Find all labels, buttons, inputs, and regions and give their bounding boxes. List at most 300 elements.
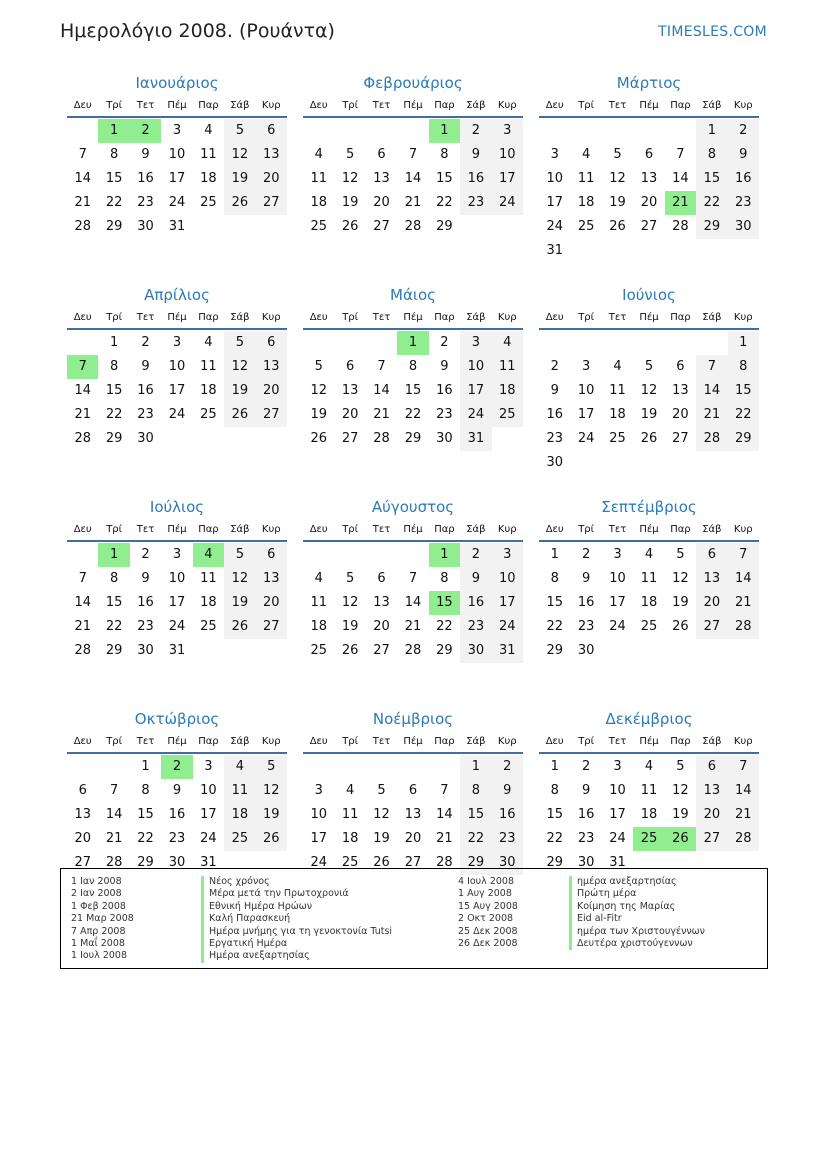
day-cell: 22 — [105, 619, 123, 634]
day-cell: 21 — [436, 831, 453, 846]
month-name: Ιούνιος — [622, 286, 676, 304]
month-name: Δεκέμβριος — [605, 710, 693, 728]
weekday-label: Σάβ — [230, 524, 250, 535]
weekday-label: Δευ — [309, 736, 328, 747]
day-cell: 2 — [460, 119, 491, 143]
weekday-header — [539, 306, 759, 330]
day-cell: 10 — [168, 571, 186, 586]
day-cell: 22 — [546, 831, 563, 846]
days-grid — [303, 331, 523, 451]
day-cell: 1 — [397, 331, 428, 355]
legend-date: 26 Δεκ 2008 — [458, 938, 518, 950]
weekday-label: Πέμ — [639, 100, 659, 111]
day-cell: 4 — [204, 335, 213, 350]
day-cell: 26 — [640, 431, 658, 446]
weekday-label: Τρί — [342, 100, 359, 111]
day-cell: 21 — [728, 803, 759, 827]
legend-date: 1 Μαΐ 2008 — [71, 938, 125, 950]
day-cell: 8 — [460, 779, 491, 803]
day-cell: 22 — [137, 831, 154, 846]
day-cell: 29 — [546, 643, 563, 658]
day-cell: 10 — [168, 147, 186, 162]
day-cell: 7 — [408, 147, 418, 162]
day-cell: 21 — [74, 195, 91, 210]
day-cell: 20 — [256, 167, 287, 191]
day-cell: 2 — [161, 755, 192, 779]
day-cell: 23 — [492, 827, 523, 851]
day-cell: 25 — [310, 643, 327, 658]
day-cell: 23 — [168, 831, 186, 846]
weekday-label: Τετ — [136, 736, 155, 747]
day-cell: 2 — [141, 547, 150, 562]
weekday-label: Δευ — [73, 100, 92, 111]
day-cell: 31 — [200, 855, 217, 870]
empty-cell — [67, 755, 98, 779]
day-cell: 16 — [137, 383, 154, 398]
day-cell: 7 — [377, 359, 386, 374]
weekday-label: Κυρ — [261, 524, 281, 535]
day-cell: 29 — [728, 427, 759, 451]
day-cell: 7 — [78, 571, 87, 586]
weekday-header — [539, 94, 759, 118]
day-cell: 10 — [310, 807, 327, 822]
day-cell: 16 — [492, 803, 523, 827]
day-cell: 11 — [200, 359, 217, 374]
day-cell: 12 — [672, 571, 689, 586]
legend-holiday-name: Εθνική Ημέρα Ηρώων — [201, 901, 392, 913]
legend-holiday-name: Καλή Παρασκευή — [201, 913, 392, 925]
weekday-label: Σάβ — [466, 736, 486, 747]
day-cell: 12 — [373, 807, 390, 822]
day-cell: 2 — [728, 119, 759, 143]
day-cell: 24 — [200, 831, 217, 846]
day-cell: 25 — [577, 219, 595, 234]
weekday-label: Πέμ — [167, 312, 187, 323]
legend-date: 15 Αυγ 2008 — [458, 900, 518, 912]
day-cell: 7 — [67, 355, 98, 379]
weekday-label: Κυρ — [497, 100, 517, 111]
day-cell: 29 — [105, 431, 123, 446]
day-cell: 9 — [141, 359, 150, 374]
day-cell: 7 — [676, 147, 685, 162]
legend-date: 2 Οκτ 2008 — [458, 913, 514, 925]
day-cell: 29 — [137, 855, 154, 870]
day-cell: 14 — [74, 383, 91, 398]
day-cell: 29 — [436, 219, 453, 234]
empty-cell — [539, 331, 570, 355]
day-cell: 26 — [256, 827, 287, 851]
weekday-label: Κυρ — [497, 736, 517, 747]
empty-cell — [665, 119, 696, 143]
day-cell: 17 — [168, 171, 186, 186]
day-cell: 13 — [404, 807, 422, 822]
day-cell: 16 — [460, 167, 491, 191]
day-cell: 14 — [404, 595, 422, 610]
day-cell: 1 — [98, 543, 129, 567]
day-cell: 6 — [78, 783, 87, 798]
weekday-label: Κυρ — [733, 524, 753, 535]
month-name: Αύγουστος — [371, 498, 455, 516]
month-name: Φεβρουάριος — [363, 74, 463, 92]
day-cell: 8 — [109, 147, 119, 162]
weekday-label: Παρ — [670, 100, 691, 111]
day-cell: 16 — [577, 595, 595, 610]
day-cell: 27 — [696, 615, 727, 639]
empty-cell — [366, 331, 397, 355]
legend-date: 1 Ιαν 2008 — [71, 876, 122, 887]
day-cell: 28 — [436, 855, 453, 870]
day-cell: 3 — [460, 331, 491, 355]
weekday-label: Παρ — [198, 100, 219, 111]
day-cell: 11 — [609, 383, 626, 398]
day-cell: 4 — [204, 123, 213, 138]
day-cell: 27 — [373, 643, 390, 658]
day-cell: 30 — [137, 219, 154, 234]
day-cell: 25 — [492, 403, 523, 427]
weekday-label: Κυρ — [261, 736, 281, 747]
weekday-label: Κυρ — [733, 100, 753, 111]
day-cell: 25 — [310, 219, 327, 234]
day-cell: 8 — [109, 571, 119, 586]
weekday-label: Τετ — [608, 524, 627, 535]
day-cell: 27 — [74, 855, 91, 870]
day-cell: 11 — [310, 171, 327, 186]
weekday-label: Τετ — [372, 312, 391, 323]
day-cell: 3 — [492, 119, 523, 143]
day-cell: 9 — [460, 143, 491, 167]
day-cell: 27 — [672, 431, 689, 446]
day-cell: 17 — [168, 383, 186, 398]
legend-holiday-name: Μέρα μετά την Πρωτοχρονιά — [201, 888, 392, 900]
weekday-label: Τρί — [106, 524, 123, 535]
day-cell: 25 — [609, 431, 626, 446]
day-cell: 25 — [200, 195, 217, 210]
empty-cell — [366, 755, 397, 779]
month-name: Απρίλιος — [144, 286, 210, 304]
empty-cell — [696, 331, 727, 355]
month-name: Ιούλιος — [149, 498, 205, 516]
day-cell: 26 — [609, 219, 626, 234]
day-cell: 10 — [168, 359, 186, 374]
day-cell: 7 — [728, 755, 759, 779]
day-cell: 8 — [109, 359, 119, 374]
day-cell: 3 — [613, 759, 622, 774]
weekday-label: Τρί — [106, 312, 123, 323]
day-cell: 13 — [373, 595, 390, 610]
day-cell: 5 — [345, 147, 355, 162]
day-cell: 29 — [696, 215, 727, 239]
weekday-label: Τετ — [372, 524, 391, 535]
day-cell: 12 — [640, 383, 658, 398]
day-cell: 16 — [577, 807, 595, 822]
day-cell: 8 — [728, 355, 759, 379]
empty-cell — [633, 331, 664, 355]
day-cell: 29 — [436, 643, 453, 658]
weekday-header — [539, 518, 759, 542]
day-cell: 21 — [105, 831, 123, 846]
day-cell: 30 — [492, 851, 523, 875]
legend-holiday-name: Ημέρα ανεξαρτησίας — [201, 950, 392, 962]
day-cell: 28 — [74, 643, 91, 658]
day-cell: 17 — [609, 807, 626, 822]
weekday-label: Κυρ — [497, 312, 517, 323]
legend-date: 1 Αυγ 2008 — [458, 888, 512, 900]
day-cell: 1 — [109, 335, 119, 350]
day-cell: 2 — [581, 547, 591, 562]
day-cell: 19 — [310, 407, 327, 422]
weekday-label: Πέμ — [639, 312, 659, 323]
weekday-header — [67, 94, 287, 118]
day-cell: 8 — [141, 783, 150, 798]
weekday-header — [303, 518, 523, 542]
day-cell: 20 — [696, 591, 727, 615]
day-cell: 27 — [404, 855, 422, 870]
days-grid — [539, 119, 759, 263]
day-cell: 25 — [341, 855, 359, 870]
day-cell: 12 — [310, 383, 327, 398]
day-cell: 26 — [341, 643, 359, 658]
weekday-label: Δευ — [309, 524, 328, 535]
legend-holiday-name: Κοίμηση της Μαρίας — [569, 901, 705, 913]
day-cell: 12 — [672, 783, 689, 798]
day-cell: 22 — [436, 195, 453, 210]
page-title: Ημερολόγιο 2008. (Ρουάντα) — [60, 20, 335, 42]
day-cell: 1 — [550, 759, 559, 774]
days-grid — [67, 543, 287, 663]
empty-cell — [303, 543, 334, 567]
day-cell: 24 — [577, 431, 595, 446]
day-cell: 30 — [137, 643, 154, 658]
day-cell: 5 — [224, 119, 255, 143]
weekday-label: Τρί — [578, 312, 595, 323]
day-cell: 20 — [640, 195, 658, 210]
day-cell: 25 — [200, 407, 217, 422]
month-name: Μάρτιος — [616, 74, 682, 92]
day-cell: 13 — [696, 567, 727, 591]
day-cell: 10 — [609, 571, 626, 586]
weekday-label: Κυρ — [733, 312, 753, 323]
day-cell: 26 — [224, 615, 255, 639]
day-cell: 21 — [696, 403, 727, 427]
day-cell: 22 — [436, 619, 453, 634]
day-cell: 9 — [141, 147, 150, 162]
day-cell: 16 — [728, 167, 759, 191]
legend-holiday-name: ημέρα ανεξαρτησίας — [569, 876, 705, 888]
empty-cell — [67, 543, 98, 567]
day-cell: 16 — [137, 171, 154, 186]
day-cell: 14 — [373, 383, 390, 398]
legend-date: 2 Ιαν 2008 — [71, 888, 122, 900]
day-cell: 17 — [168, 595, 186, 610]
weekday-label: Κυρ — [497, 524, 517, 535]
day-cell: 18 — [609, 407, 626, 422]
day-cell: 10 — [492, 143, 523, 167]
weekday-label: Δευ — [545, 312, 564, 323]
day-cell: 1 — [696, 119, 727, 143]
days-grid — [67, 119, 287, 239]
weekday-label: Δευ — [309, 312, 328, 323]
empty-cell — [665, 331, 696, 355]
day-cell: 18 — [640, 595, 658, 610]
empty-cell — [366, 543, 397, 567]
day-cell: 20 — [404, 831, 422, 846]
day-cell: 30 — [137, 431, 154, 446]
day-cell: 24 — [168, 195, 186, 210]
day-cell: 5 — [224, 331, 255, 355]
day-cell: 9 — [581, 783, 591, 798]
day-cell: 11 — [640, 571, 658, 586]
weekday-label: Παρ — [434, 736, 455, 747]
holiday-legend — [60, 868, 768, 969]
weekday-label: Πέμ — [639, 524, 659, 535]
day-cell: 23 — [460, 615, 491, 639]
weekday-header — [303, 306, 523, 330]
day-cell: 6 — [377, 147, 386, 162]
day-cell: 15 — [429, 591, 460, 615]
weekday-label: Τετ — [608, 736, 627, 747]
day-cell: 1 — [141, 759, 150, 774]
day-cell: 28 — [74, 431, 91, 446]
day-cell: 3 — [172, 123, 182, 138]
day-cell: 28 — [373, 431, 390, 446]
day-cell: 21 — [404, 619, 422, 634]
day-cell: 8 — [696, 143, 727, 167]
day-cell: 12 — [224, 355, 255, 379]
day-cell: 21 — [404, 195, 422, 210]
day-cell: 16 — [168, 807, 186, 822]
weekday-label: Παρ — [670, 524, 691, 535]
day-cell: 9 — [440, 359, 449, 374]
weekday-label: Παρ — [198, 312, 219, 323]
day-cell: 2 — [141, 335, 150, 350]
weekday-label: Παρ — [434, 100, 455, 111]
weekday-label: Πέμ — [403, 312, 423, 323]
day-cell: 30 — [577, 855, 595, 870]
day-cell: 4 — [193, 543, 224, 567]
weekday-label: Πέμ — [403, 100, 423, 111]
day-cell: 19 — [224, 591, 255, 615]
day-cell: 11 — [492, 355, 523, 379]
day-cell: 6 — [377, 571, 386, 586]
legend-left-dates — [71, 876, 134, 963]
day-cell: 14 — [728, 567, 759, 591]
weekday-label: Τρί — [578, 100, 595, 111]
weekday-label: Δευ — [73, 736, 92, 747]
day-cell: 27 — [373, 219, 390, 234]
empty-cell — [539, 119, 570, 143]
day-cell: 13 — [256, 567, 287, 591]
empty-cell — [602, 119, 633, 143]
day-cell: 26 — [672, 619, 689, 634]
day-cell: 23 — [137, 407, 154, 422]
day-cell: 9 — [492, 779, 523, 803]
day-cell: 14 — [436, 807, 453, 822]
legend-holiday-name: Δευτέρα χριστούγεννων — [569, 938, 705, 950]
weekday-header — [303, 730, 523, 754]
day-cell: 14 — [672, 171, 689, 186]
day-cell: 21 — [665, 191, 696, 215]
day-cell: 12 — [256, 779, 287, 803]
day-cell: 9 — [550, 383, 559, 398]
month-calendar — [67, 284, 287, 496]
empty-cell — [67, 331, 98, 355]
day-cell: 18 — [224, 803, 255, 827]
day-cell: 24 — [546, 219, 563, 234]
day-cell: 19 — [672, 807, 689, 822]
day-cell: 6 — [676, 359, 685, 374]
day-cell: 3 — [550, 147, 559, 162]
empty-cell — [303, 755, 334, 779]
day-cell: 3 — [492, 543, 523, 567]
weekday-header — [67, 730, 287, 754]
days-grid — [67, 331, 287, 451]
day-cell: 6 — [408, 783, 418, 798]
weekday-label: Σάβ — [466, 524, 486, 535]
day-cell: 9 — [581, 571, 591, 586]
day-cell: 28 — [728, 615, 759, 639]
empty-cell — [303, 119, 334, 143]
empty-cell — [303, 331, 334, 355]
weekday-label: Σάβ — [702, 524, 722, 535]
brand-link[interactable]: TIMESLES.COM — [658, 24, 767, 40]
day-cell: 17 — [200, 807, 217, 822]
day-cell: 23 — [577, 831, 595, 846]
days-grid — [539, 543, 759, 663]
days-grid — [67, 755, 287, 875]
day-cell: 23 — [728, 191, 759, 215]
day-cell: 29 — [105, 643, 123, 658]
day-cell: 12 — [224, 567, 255, 591]
legend-date: 25 Δεκ 2008 — [458, 925, 518, 937]
empty-cell — [397, 755, 428, 779]
day-cell: 1 — [550, 547, 559, 562]
weekday-label: Σάβ — [702, 312, 722, 323]
day-cell: 21 — [373, 407, 390, 422]
day-cell: 15 — [105, 171, 123, 186]
month-calendar — [303, 496, 523, 708]
weekday-label: Τετ — [136, 312, 155, 323]
day-cell: 12 — [224, 143, 255, 167]
day-cell: 26 — [341, 219, 359, 234]
month-calendar — [67, 72, 287, 284]
day-cell: 7 — [78, 147, 87, 162]
day-cell: 3 — [613, 547, 622, 562]
weekday-label: Δευ — [545, 100, 564, 111]
weekday-label: Πέμ — [167, 100, 187, 111]
day-cell: 7 — [109, 783, 119, 798]
day-cell: 30 — [728, 215, 759, 239]
weekday-label: Τρί — [342, 736, 359, 747]
day-cell: 4 — [345, 783, 355, 798]
day-cell: 11 — [200, 571, 217, 586]
day-cell: 9 — [728, 143, 759, 167]
day-cell: 17 — [310, 831, 327, 846]
empty-cell — [98, 755, 129, 779]
day-cell: 21 — [728, 591, 759, 615]
day-cell: 22 — [728, 403, 759, 427]
weekday-label: Παρ — [434, 312, 455, 323]
day-cell: 1 — [98, 119, 129, 143]
legend-holiday-name: Νέος χρόνος — [201, 876, 392, 888]
day-cell: 19 — [672, 595, 689, 610]
weekday-label: Τετ — [608, 312, 627, 323]
legend-left-names — [201, 876, 392, 963]
weekday-label: Δευ — [545, 736, 564, 747]
weekday-label: Κυρ — [261, 100, 281, 111]
day-cell: 30 — [436, 431, 453, 446]
day-cell: 15 — [546, 595, 563, 610]
day-cell: 24 — [609, 831, 626, 846]
